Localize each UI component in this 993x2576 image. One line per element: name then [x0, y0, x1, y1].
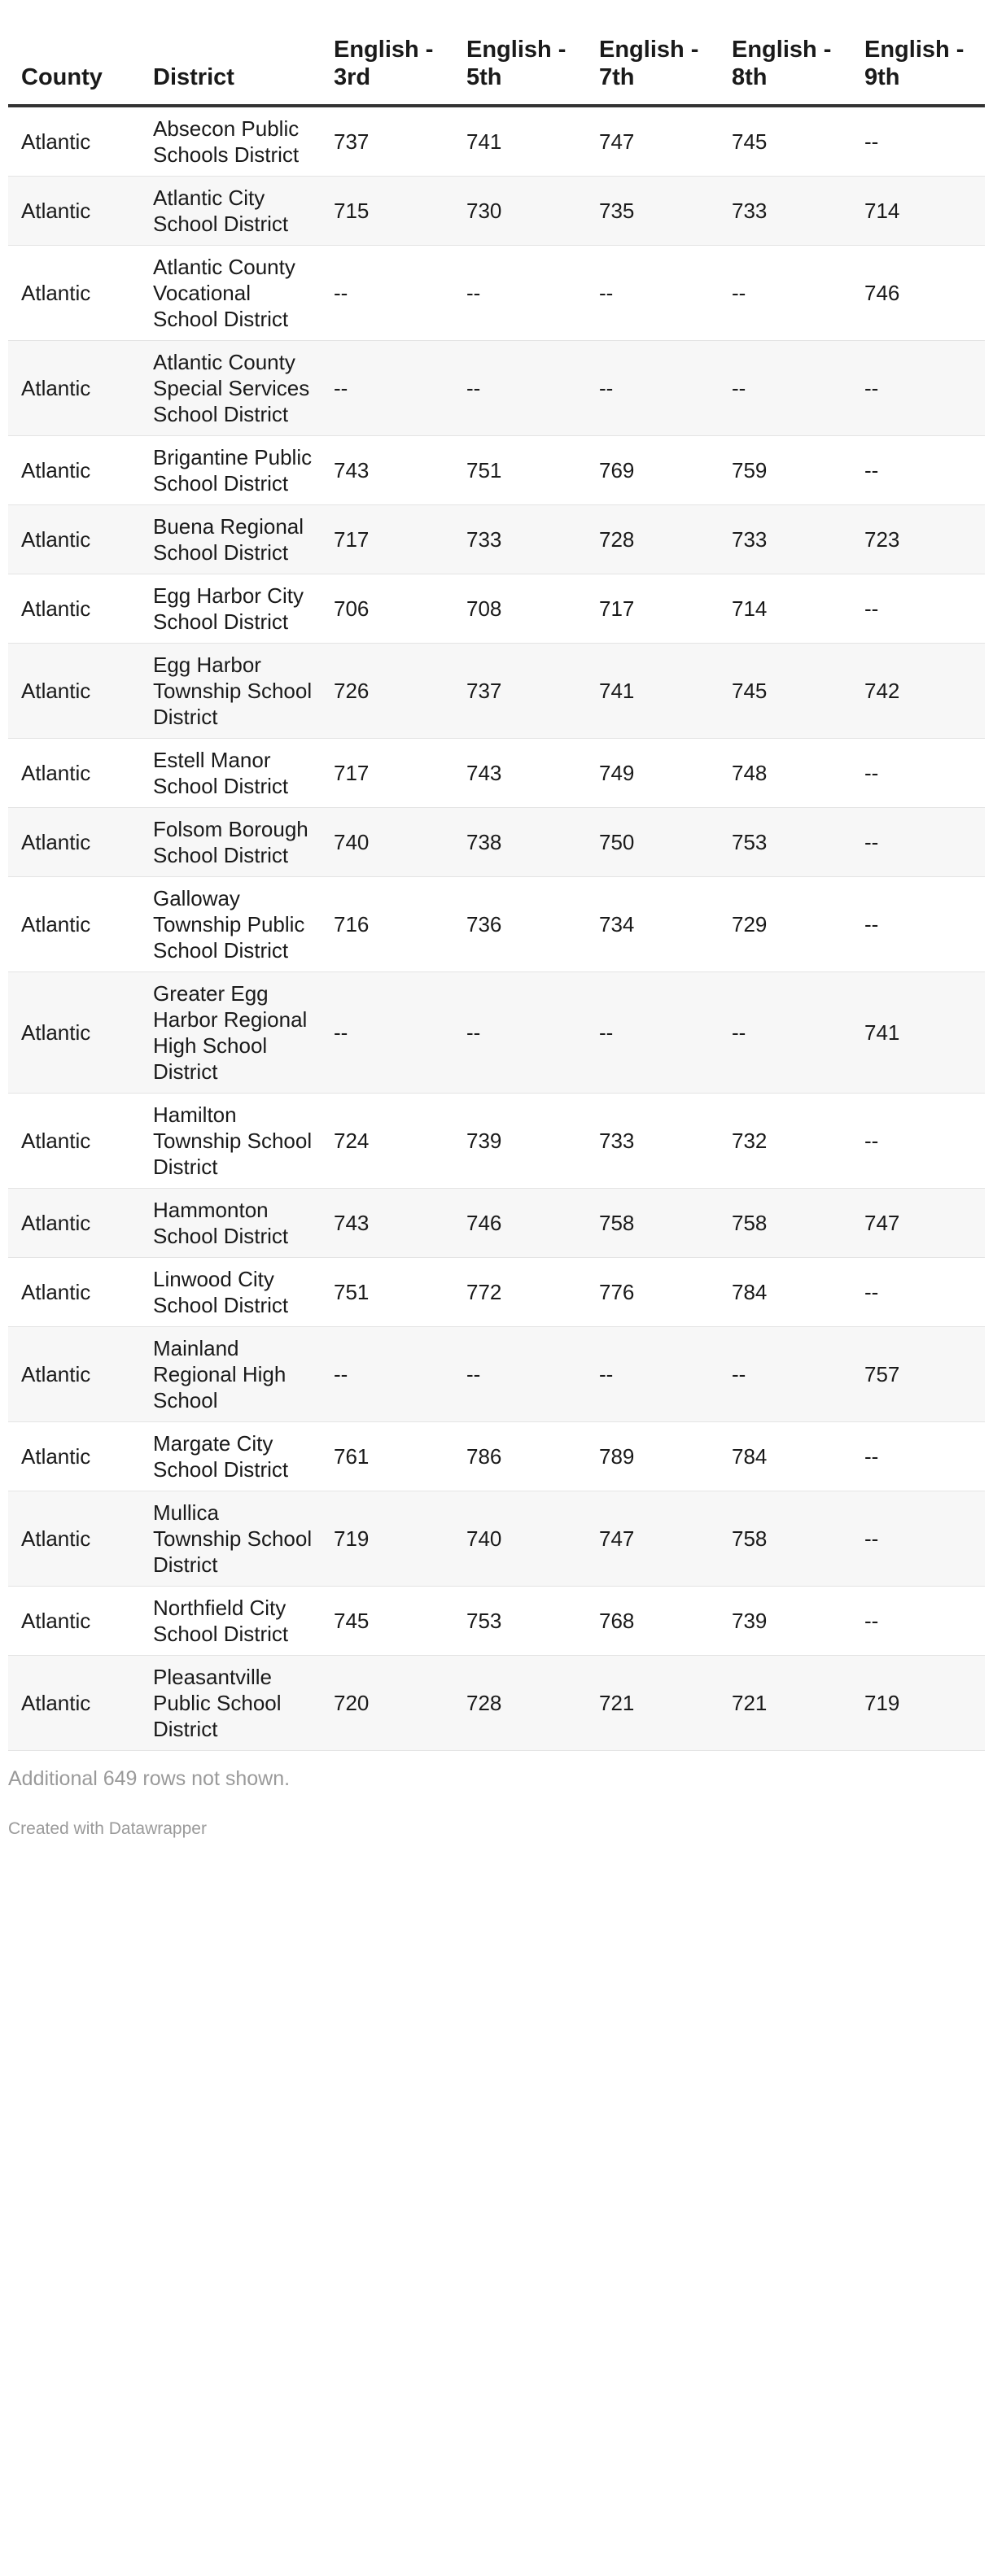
cell-english-9th: 723 [851, 505, 985, 574]
cell-english-8th: 784 [719, 1258, 851, 1327]
column-header-english-7th[interactable]: English - 7th [586, 0, 719, 106]
cell-english-8th: 745 [719, 106, 851, 177]
table-row [8, 341, 985, 436]
cell-english-9th: 746 [851, 246, 985, 341]
cell-english-5th: 786 [453, 1422, 586, 1491]
cell-county: Atlantic [8, 177, 140, 246]
cell-english-7th: 735 [586, 177, 719, 246]
cell-english-3rd: 716 [321, 877, 453, 972]
cell-english-3rd: 706 [321, 574, 453, 644]
column-header-english-9th[interactable]: English - 9th [851, 0, 985, 106]
cell-english-7th: 747 [586, 1491, 719, 1587]
cell-english-7th: 758 [586, 1189, 719, 1258]
table-body [8, 106, 985, 1751]
cell-english-7th: 768 [586, 1587, 719, 1656]
cell-county: Atlantic [8, 877, 140, 972]
cell-english-5th: -- [453, 246, 586, 341]
table-row [8, 106, 985, 177]
cell-county: Atlantic [8, 1094, 140, 1189]
cell-district: Atlantic County Special Services School District [140, 341, 321, 436]
cell-english-5th: 738 [453, 808, 586, 877]
cell-english-5th: 740 [453, 1491, 586, 1587]
cell-english-5th: 741 [453, 106, 586, 177]
cell-district: Buena Regional School District [140, 505, 321, 574]
cell-english-3rd: 724 [321, 1094, 453, 1189]
cell-district: Absecon Public Schools District [140, 106, 321, 177]
cell-english-9th: -- [851, 1587, 985, 1656]
cell-district: Atlantic City School District [140, 177, 321, 246]
cell-english-8th: -- [719, 246, 851, 341]
cell-county: Atlantic [8, 106, 140, 177]
cell-english-5th: 730 [453, 177, 586, 246]
table-row [8, 1422, 985, 1491]
cell-english-7th: 733 [586, 1094, 719, 1189]
cell-english-3rd: 737 [321, 106, 453, 177]
cell-english-3rd: 751 [321, 1258, 453, 1327]
cell-english-3rd: -- [321, 1327, 453, 1422]
cell-english-5th: 736 [453, 877, 586, 972]
cell-english-5th: 753 [453, 1587, 586, 1656]
cell-english-3rd: 743 [321, 1189, 453, 1258]
header-row [8, 0, 985, 106]
table-row [8, 1258, 985, 1327]
cell-english-8th: 759 [719, 436, 851, 505]
cell-english-8th: 753 [719, 808, 851, 877]
cell-english-5th: 708 [453, 574, 586, 644]
cell-county: Atlantic [8, 1327, 140, 1422]
cell-english-8th: -- [719, 972, 851, 1094]
cell-english-8th: -- [719, 341, 851, 436]
cell-district: Egg Harbor Township School District [140, 644, 321, 739]
cell-english-3rd: 745 [321, 1587, 453, 1656]
cell-district: Estell Manor School District [140, 739, 321, 808]
cell-english-3rd: 743 [321, 436, 453, 505]
cell-english-3rd: 717 [321, 505, 453, 574]
cell-english-9th: 741 [851, 972, 985, 1094]
cell-english-7th: 734 [586, 877, 719, 972]
cell-county: Atlantic [8, 1656, 140, 1751]
cell-county: Atlantic [8, 644, 140, 739]
cell-county: Atlantic [8, 1189, 140, 1258]
cell-english-7th: 747 [586, 106, 719, 177]
cell-english-7th: 721 [586, 1656, 719, 1751]
cell-district: Mainland Regional High School [140, 1327, 321, 1422]
cell-county: Atlantic [8, 1422, 140, 1491]
table-row [8, 505, 985, 574]
cell-english-9th: -- [851, 877, 985, 972]
cell-english-5th: -- [453, 341, 586, 436]
cell-english-7th: -- [586, 1327, 719, 1422]
cell-english-7th: 776 [586, 1258, 719, 1327]
cell-english-3rd: 726 [321, 644, 453, 739]
cell-district: Northfield City School District [140, 1587, 321, 1656]
cell-english-9th: -- [851, 1094, 985, 1189]
data-table [8, 0, 985, 1751]
cell-english-5th: 739 [453, 1094, 586, 1189]
cell-english-7th: -- [586, 341, 719, 436]
cell-english-9th: 719 [851, 1656, 985, 1751]
cell-english-5th: 733 [453, 505, 586, 574]
column-header-district[interactable]: District [140, 0, 321, 106]
cell-district: Pleasantville Public School District [140, 1656, 321, 1751]
cell-district: Galloway Township Public School District [140, 877, 321, 972]
cell-county: Atlantic [8, 972, 140, 1094]
cell-english-9th: -- [851, 808, 985, 877]
cell-english-8th: 739 [719, 1587, 851, 1656]
cell-english-3rd: 715 [321, 177, 453, 246]
cell-english-8th: 758 [719, 1491, 851, 1587]
cell-english-3rd: 740 [321, 808, 453, 877]
cell-english-9th: -- [851, 1258, 985, 1327]
column-header-english-3rd[interactable]: English - 3rd [321, 0, 453, 106]
cell-english-8th: 784 [719, 1422, 851, 1491]
cell-english-3rd: -- [321, 246, 453, 341]
cell-english-3rd: 719 [321, 1491, 453, 1587]
cell-district: Hammonton School District [140, 1189, 321, 1258]
table-row [8, 1189, 985, 1258]
cell-english-9th: 747 [851, 1189, 985, 1258]
cell-english-5th: 746 [453, 1189, 586, 1258]
cell-english-7th: -- [586, 972, 719, 1094]
cell-english-8th: 748 [719, 739, 851, 808]
cell-district: Folsom Borough School District [140, 808, 321, 877]
cell-english-8th: -- [719, 1327, 851, 1422]
table-row [8, 1491, 985, 1587]
table-row [8, 877, 985, 972]
cell-english-9th: 757 [851, 1327, 985, 1422]
cell-english-5th: 751 [453, 436, 586, 505]
cell-english-7th: 769 [586, 436, 719, 505]
table-row [8, 1094, 985, 1189]
cell-english-9th: -- [851, 436, 985, 505]
cell-county: Atlantic [8, 1258, 140, 1327]
cell-english-9th: -- [851, 1491, 985, 1587]
column-header-county[interactable]: County [8, 0, 140, 106]
table-row [8, 972, 985, 1094]
cell-english-8th: 732 [719, 1094, 851, 1189]
table-row [8, 574, 985, 644]
cell-english-7th: 728 [586, 505, 719, 574]
cell-english-8th: 733 [719, 177, 851, 246]
table-row [8, 1587, 985, 1656]
table-row [8, 808, 985, 877]
cell-county: Atlantic [8, 1587, 140, 1656]
cell-english-8th: 729 [719, 877, 851, 972]
cell-district: Greater Egg Harbor Regional High School District [140, 972, 321, 1094]
cell-english-7th: 717 [586, 574, 719, 644]
cell-english-8th: 733 [719, 505, 851, 574]
cell-district: Hamilton Township School District [140, 1094, 321, 1189]
cell-county: Atlantic [8, 246, 140, 341]
table-row [8, 436, 985, 505]
cell-english-7th: 741 [586, 644, 719, 739]
table-row [8, 177, 985, 246]
cell-english-3rd: 720 [321, 1656, 453, 1751]
cell-english-5th: 743 [453, 739, 586, 808]
cell-county: Atlantic [8, 739, 140, 808]
table-row [8, 739, 985, 808]
cell-county: Atlantic [8, 505, 140, 574]
cell-english-7th: 749 [586, 739, 719, 808]
cell-english-9th: -- [851, 574, 985, 644]
cell-district: Margate City School District [140, 1422, 321, 1491]
cell-english-9th: 714 [851, 177, 985, 246]
cell-english-7th: -- [586, 246, 719, 341]
cell-district: Linwood City School District [140, 1258, 321, 1327]
table-row [8, 644, 985, 739]
cell-english-9th: -- [851, 106, 985, 177]
cell-english-9th: 742 [851, 644, 985, 739]
cell-english-9th: -- [851, 1422, 985, 1491]
cell-district: Brigantine Public School District [140, 436, 321, 505]
cell-county: Atlantic [8, 1491, 140, 1587]
table-row [8, 1327, 985, 1422]
cell-english-8th: 745 [719, 644, 851, 739]
cell-english-3rd: 717 [321, 739, 453, 808]
cell-english-8th: 721 [719, 1656, 851, 1751]
cell-county: Atlantic [8, 808, 140, 877]
cell-english-7th: 750 [586, 808, 719, 877]
datawrapper-credit: Created with Datawrapper [8, 1819, 207, 1838]
cell-english-5th: -- [453, 972, 586, 1094]
cell-english-3rd: -- [321, 972, 453, 1094]
rows-not-shown-note: Additional 649 rows not shown. [8, 1767, 291, 1790]
cell-english-9th: -- [851, 341, 985, 436]
cell-english-8th: 714 [719, 574, 851, 644]
cell-english-8th: 758 [719, 1189, 851, 1258]
cell-county: Atlantic [8, 436, 140, 505]
cell-district: Egg Harbor City School District [140, 574, 321, 644]
cell-district: Mullica Township School District [140, 1491, 321, 1587]
cell-english-5th: -- [453, 1327, 586, 1422]
cell-english-5th: 728 [453, 1656, 586, 1751]
cell-district: Atlantic County Vocational School District [140, 246, 321, 341]
cell-english-9th: -- [851, 739, 985, 808]
cell-english-3rd: 761 [321, 1422, 453, 1491]
column-header-english-8th[interactable]: English - 8th [719, 0, 851, 106]
cell-county: Atlantic [8, 574, 140, 644]
cell-english-5th: 737 [453, 644, 586, 739]
cell-english-7th: 789 [586, 1422, 719, 1491]
cell-english-5th: 772 [453, 1258, 586, 1327]
table-row [8, 246, 985, 341]
column-header-english-5th[interactable]: English - 5th [453, 0, 586, 106]
cell-english-3rd: -- [321, 341, 453, 436]
cell-county: Atlantic [8, 341, 140, 436]
table-row [8, 1656, 985, 1751]
